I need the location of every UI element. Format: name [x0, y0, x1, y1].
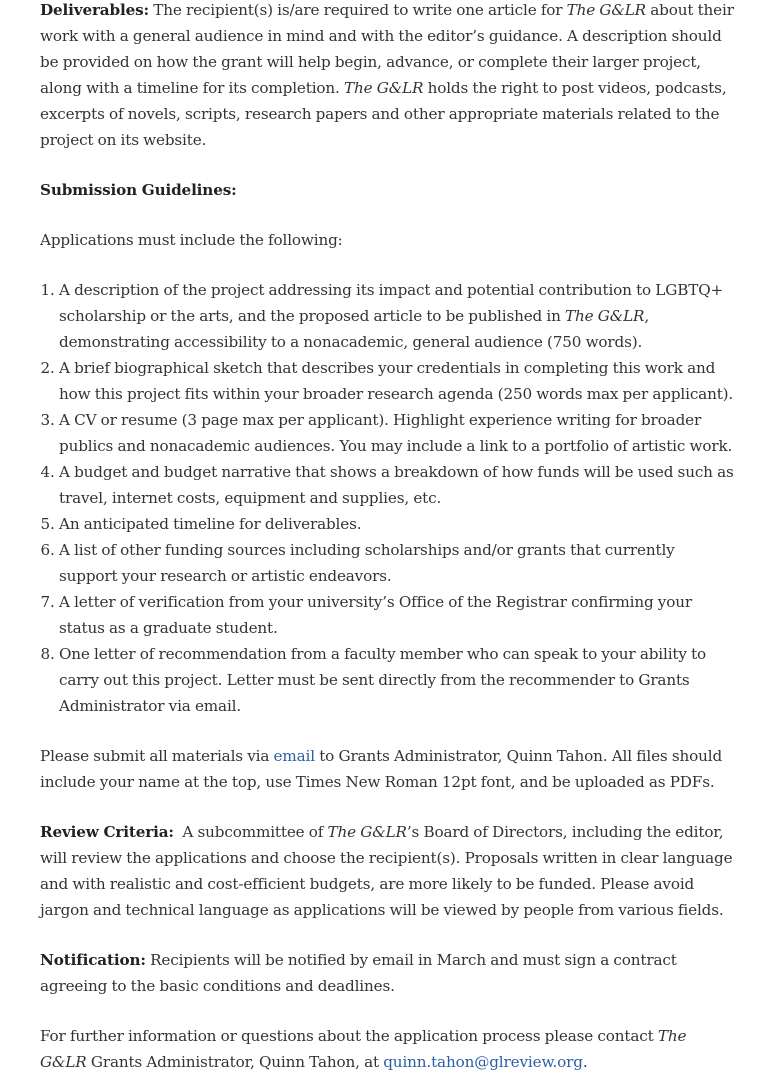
- list-item: 8. One letter of recommendation from a faculty member who can speak to your ability to carry out this project. Letter must be sent directly from the recommender to Grants Administrator via email.: [59, 641, 737, 719]
- publication-name: The G&LR: [565, 307, 645, 325]
- list-item: 4. A budget and budget narrative that shows a breakdown of how funds will be used such as travel, internet costs, equipment and supplies, etc.: [59, 459, 737, 511]
- publication-name: The G&LR: [40, 1027, 687, 1071]
- review-heading: Review Criteria:: [40, 823, 174, 841]
- review-text-2: ’s Board of Directors, including the editor, will review the applications and choose the recipient(s). Proposals written in clear language and with realistic and cost-efficient budgets, are more likely to be funded. Please avoid jargon and technical language as applications will be viewed by people from various fields.: [40, 823, 733, 919]
- list-item: 3. A CV or resume (3 page max per applicant). Highlight experience writing for broader publics and nonacademic audiences. You may include a link to a portfolio of artistic work.: [59, 407, 737, 459]
- list-item: [59, 277, 737, 355]
- deliverables-text-1: The recipient(s) is/are required to write one article for: [148, 1, 567, 19]
- notification-heading: Notification:: [40, 951, 146, 969]
- submit-text-2: to Grants Administrator, Quinn Tahon. All files should include your name at the top, use Times New Roman 12pt font, and be uploaded as PDFs.: [40, 747, 723, 791]
- deliverables-text-3: holds the right to post videos, podcasts, excerpts of novels, scripts, research papers and other appropriate materials related to the project on its website.: [40, 79, 727, 149]
- document-body: [40, 0, 737, 1075]
- deliverables-heading: Deliverables:: [40, 1, 149, 19]
- email-link[interactable]: email: [273, 747, 315, 765]
- publication-name: The G&LR: [566, 1, 646, 19]
- contact-paragraph: [40, 1023, 737, 1075]
- publication-name: The G&LR: [327, 823, 407, 841]
- notification-text: Recipients will be notified by email in March and must sign a contract agreeing to the basic conditions and deadlines.: [40, 951, 677, 995]
- submit-paragraph: [40, 743, 737, 795]
- list-item-text: A description of the project addressing its impact and potential contribution to LGBTQ+ scholarship or the arts, and the proposed article to be published in: [59, 281, 724, 325]
- list-item: 7. A letter of verification from your university’s Office of the Registrar confirming your status as a graduate student.: [59, 589, 737, 641]
- list-item-text: , demonstrating accessibility to a nonacademic, general audience (750 words).: [59, 307, 650, 351]
- publication-name: The G&LR: [344, 79, 424, 97]
- submission-guidelines-heading: [40, 177, 737, 203]
- contact-text-2: Grants Administrator, Quinn Tahon, at: [86, 1053, 384, 1071]
- submit-text-1: Please submit all materials via: [40, 747, 274, 765]
- review-criteria-paragraph: [40, 819, 737, 923]
- deliverables-text-2: about their work with a general audience in mind and with the editor’s guidance. A description should be provided on how the grant will help begin, advance, or complete their larger project, along with a timeline for its completion.: [40, 1, 734, 97]
- contact-email-link[interactable]: quinn.tahon@glreview.org: [383, 1053, 583, 1071]
- notification-paragraph: [40, 947, 737, 999]
- list-item: 2. A brief biographical sketch that describes your credentials in completing this work and how this project fits within your broader research agenda (250 words max per applicant).: [59, 355, 737, 407]
- deliverables-paragraph: [40, 0, 737, 153]
- list-item: 5. An anticipated timeline for deliverables.: [59, 511, 737, 537]
- contact-text-1: For further information or questions about the application process please contact: [40, 1027, 658, 1045]
- requirements-list: [40, 277, 737, 719]
- review-text-1: A subcommittee of: [173, 823, 328, 841]
- applications-intro: Applications must include the following:: [40, 231, 343, 249]
- contact-text-3: .: [582, 1053, 588, 1071]
- list-item: 6. A list of other funding sources including scholarships and/or grants that currently support your research or artistic endeavors.: [59, 537, 737, 589]
- submission-heading-text: Submission Guidelines:: [40, 181, 237, 199]
